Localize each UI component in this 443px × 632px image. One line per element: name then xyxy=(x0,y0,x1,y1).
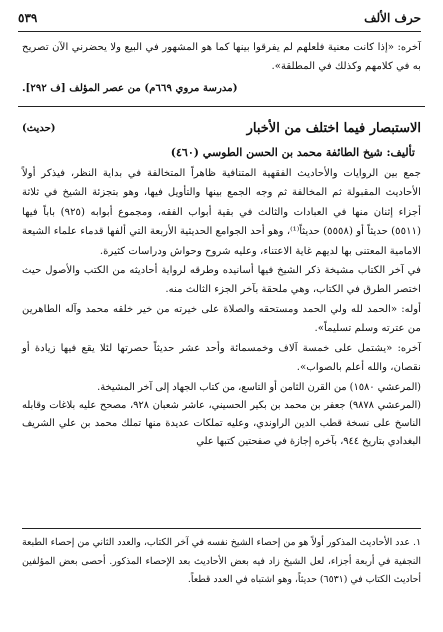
manuscript-copy: (المرعشي ١٥٨٠) من القرن الثامن أو التاسع، من كتاب الجهاد إلى آخر المشيخة. xyxy=(97,381,421,393)
entry-author: تأليف: شيخ الطائفة محمد بن الحسن الطوسي (٤٦٠) xyxy=(170,145,415,159)
running-header xyxy=(18,8,421,28)
footnote: ١. عدد الأحاديث المذكور أولاً هو من إحصاء الشيخ نفسه في آخر الكتاب، والعدد الثاني من إحصاء الطبعة النجفية في أربعة أجزاء، لعل الشيخ زاد فيه بعض الأحاديث بعد الإحصاء المذكور. أحصى بعض المؤلفين أحاديث الكتاب في (٦٥٣١) حديثاً، وهو اشتباه في العدد قطعاً. xyxy=(22,537,421,585)
entry-opening: أوله: «الحمد لله ولي الحمد ومستحقه والصلاة على خيرته من خير خلقه محمد وآله الطاهرين من عترته وسلم تسليماً». xyxy=(22,303,421,335)
entry-ending: آخره: «يشتمل على خمسة آلاف وخمسمائة وأحد عشر حديثاً حصرتها لئلا يقع فيها زيادة أو نقصان، والله أعلم بالصواب». xyxy=(22,342,421,374)
entry-subject-tag: (حديث) xyxy=(22,123,56,135)
entry-title-row xyxy=(22,119,421,138)
page-number: ٥٣٩ xyxy=(18,11,38,25)
manuscript-copy: (المرعشي ٩٨٧٨) جعفر بن محمد بن بكير الحسيني، عاشر شعبان ٩٢٨، مصحح عليه بلاغات وقابله الناسخ على نسخة قطب الدين الراوندي، وعليه تملكات عديدة منها تملك محمد بن علي الشريف البغدادي بتاريخ ٩٤٤، بآخره إجازة في صفحتين كتبها علي xyxy=(22,399,421,447)
entry-description: جمع بين الروايات والأحاديث الفقهية المتنافية ظاهراً المتخالفة في بداية النظر، فيذكر أولاً الأحاديث المقبولة ثم المخالفة ثم وجه الجمع بينها والتأويل فيها، وهو بتجزئة الشيخ في ثلاثة أجزاء إثنان منها في العبادات والثالث في بقية أبواب الفقه، ومجموع أبوابه (٩٢٥) باباً فيها (٥٥١١) حديثاً أو (٥٥٥٨) حديثاً⁽¹⁾، وهو أحد الجوامع الحديثية الأربعة التي ألفها قدماء علماء الشيعة الامامية المعتنى بها لديهم غاية الاعتناء، وعليه شروح وحواش ودراسات كثيرة. xyxy=(22,168,422,257)
previous-entry-reference: (مدرسة مروي ٦٦٩م) من عصر المؤلف [ف ٢٩٢]. xyxy=(22,81,238,94)
chapter-title: حرف الألف xyxy=(364,11,421,25)
entry-mashyakha: في آخر الكتاب مشيخة ذكر الشيخ فيها أسانيده وطرقه لرواية أحاديثه من الكتب والأصول حيث اختصر الطرق في الكتاب، وهي ملحقة بآخر الجزء الثالث منه. xyxy=(22,265,421,296)
header-rule xyxy=(18,31,421,32)
footnote-rule xyxy=(22,528,421,529)
page-content xyxy=(22,38,421,451)
entry-separator xyxy=(18,106,425,107)
entry-title: الاستبصار فيما اختلف من الأخبار xyxy=(246,121,421,137)
manuscript-copies xyxy=(22,379,421,451)
previous-entry-ending: آخره: «إذا كانت معنية فلعلهم لم يفرقوا بينها كما هو المشهور في البيع ولا يحضرني الآن تصريح به في كلامهم وكذلك في المطلقة». xyxy=(22,42,421,73)
